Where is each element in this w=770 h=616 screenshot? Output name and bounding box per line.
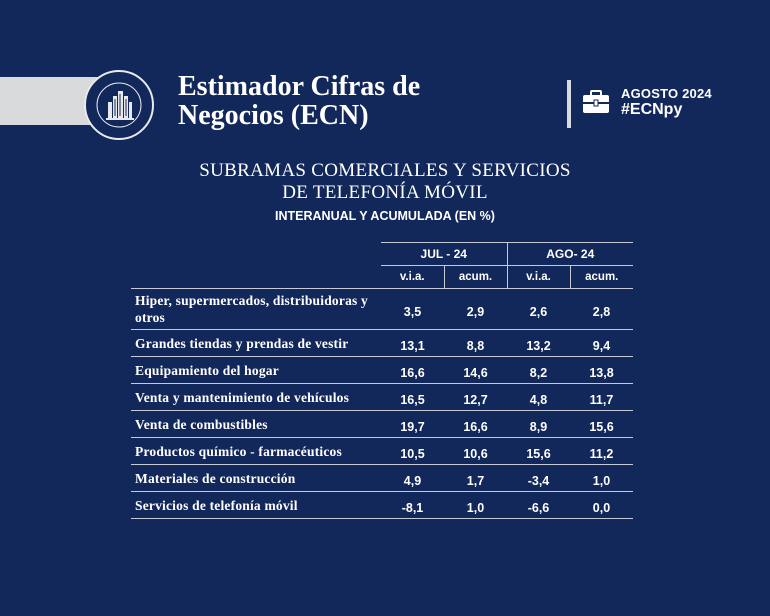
table-group-header (131, 243, 633, 266)
section-title-line1: SUBRAMAS COMERCIALES Y SERVICIOS (199, 160, 571, 181)
table-cell: -6,6 (527, 501, 550, 515)
table-row (131, 438, 633, 465)
table-cell: 14,6 (463, 366, 488, 380)
table-cell: 3,5 (403, 305, 422, 319)
table-row (131, 411, 633, 438)
row-label: Materiales de construcción (131, 465, 381, 492)
column-header-via: v.i.a. (381, 266, 444, 289)
table-cell: 13,1 (400, 339, 425, 353)
table-cell: 1,0 (592, 474, 611, 488)
table-cell: 16,6 (463, 420, 488, 434)
row-label: Grandes tiendas y prendas de vestir (131, 330, 381, 357)
table-cell: 13,2 (526, 339, 551, 353)
table-row (131, 384, 633, 411)
table-cell: 4,8 (529, 393, 548, 407)
table-cell: 1,7 (466, 474, 485, 488)
bank-seal-logo (84, 70, 154, 140)
table-cell: 15,6 (589, 420, 614, 434)
data-table (131, 242, 633, 519)
app-title (178, 72, 478, 130)
table-cell: 2,9 (466, 305, 485, 319)
column-header-acum: acum. (444, 266, 507, 289)
table-row (131, 330, 633, 357)
table-cell: 16,5 (400, 393, 425, 407)
row-label: Equipamiento del hogar (131, 357, 381, 384)
section-title (150, 160, 620, 204)
table-row (131, 289, 633, 330)
row-label: Hiper, supermercados, distribuidoras y otros (131, 289, 381, 330)
header-divider (567, 80, 571, 128)
date-tag: AGOSTO 2024 (621, 86, 712, 101)
table-cell: 8,8 (466, 339, 485, 353)
table-cell: 2,8 (592, 305, 611, 319)
table-row (131, 465, 633, 492)
table-cell: 13,8 (589, 366, 614, 380)
table-cell: 10,5 (400, 447, 425, 461)
app-title-line1: Estimador Cifras de (178, 71, 421, 102)
table-cell: -8,1 (401, 501, 424, 515)
row-label: Servicios de telefonía móvil (131, 492, 381, 519)
table-cell: 2,6 (529, 305, 548, 319)
section-title-line2: DE TELEFONÍA MÓVIL (282, 182, 488, 203)
row-label: Venta y mantenimiento de vehículos (131, 384, 381, 411)
column-header-acum: acum. (570, 266, 633, 289)
table-cell: 10,6 (463, 447, 488, 461)
app-title-line2: Negocios (ECN) (178, 100, 369, 131)
table-cell: 11,7 (589, 393, 614, 407)
table-cell: 4,9 (403, 474, 422, 488)
table-cell: 16,6 (400, 366, 425, 380)
table-cell: 9,4 (592, 339, 611, 353)
table-cell: 0,0 (592, 501, 611, 515)
table-cell: 8,2 (529, 366, 548, 380)
briefcase-icon (582, 90, 610, 119)
table-cell: 12,7 (463, 393, 488, 407)
table-cell: 19,7 (400, 420, 425, 434)
column-group-ago: AGO- 24 (507, 243, 633, 266)
row-label: Venta de combustibles (131, 411, 381, 438)
hashtag: #ECNpy (621, 101, 683, 118)
table-cell: 11,2 (589, 447, 614, 461)
column-header-via: v.i.a. (507, 266, 570, 289)
table-sub-header (131, 266, 633, 289)
column-group-jul: JUL - 24 (381, 243, 507, 266)
table-row (131, 492, 633, 519)
row-label: Productos químico - farmacéuticos (131, 438, 381, 465)
table-cell: 8,9 (529, 420, 548, 434)
table-cell: 15,6 (526, 447, 551, 461)
unit-label: INTERANUAL Y ACUMULADA (EN %) (275, 209, 495, 223)
table-cell: 1,0 (466, 501, 485, 515)
table-cell: -3,4 (527, 474, 550, 488)
table-row (131, 357, 633, 384)
